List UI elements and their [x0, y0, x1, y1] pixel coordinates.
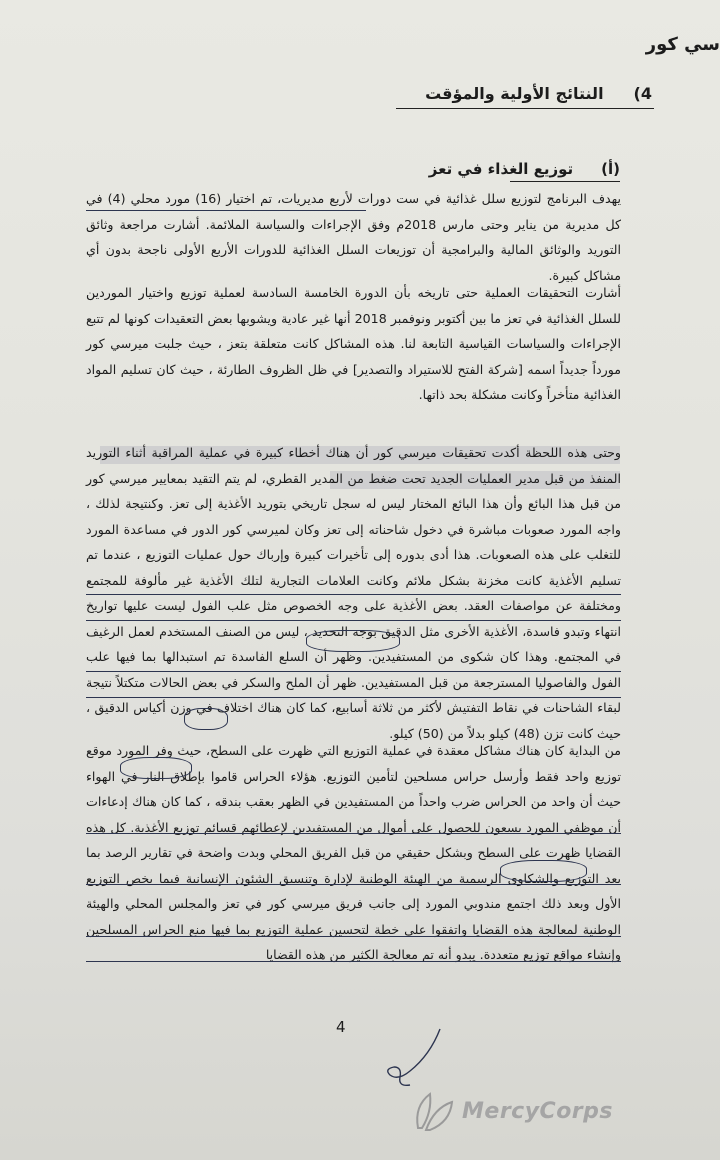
- section-underline: [396, 108, 654, 109]
- logo-text: MercyCorps: [462, 1098, 613, 1124]
- pen-underline: [86, 594, 621, 595]
- section-number: 4): [633, 84, 652, 103]
- subsection-underline: [510, 181, 620, 182]
- signature-icon: [380, 1025, 450, 1095]
- paragraph-3: وحتى هذه اللحظة أكدت تحقيقات ميرسي كور أن هناك أخطاء كبيرة في عملية المراقبة أثناء التوريد المنفذ من قبل مدير العمليات الجديد تحت ضغط من المدير القطري، لم يتم التقيد بمعايير ميرسي كور من قبل هذا البائع وأن هذا البائع المختار ليس له سجل تاريخي بتوريد الأغذية إلى تعز. وكنتيجة لذلك ، واجه المورد صعوبات مباشرة في دخول شاحناته إلى تعز وكان لميرسي كور الدور في مساعدة المورد للتغلب على هذه الصعوبات. هذا أدى بدوره إلى تأخيرات كبيرة وإرباك حول عمليات التوزيع ، عندما تم تسليم الأغذية كانت مخزنة بشكل ملائم وكانت العلامات التجارية لتلك الأغذية غير مألوفة للمجتمع ومختلفة عن مواصفات العقد. بعض الأغذية على وجه الخصوص مثل علب الفول ليست عليها تواريخ انتهاء وتبدو فاسدة، الأغذية الأخرى مثل الدقيق بوجه التحديد ، ليس من الصنف المستخدم لعمل الرغيف في المجتمع. وهذا كان شكوى من المستفيدين. وظهر أن السلع الفاسدة تم استبدالها بما فيها علب الفول والفاصوليا المسترجعة من قبل المستفيدين. ظهر أن الملح والسكر في بعض الحالات متكتلاً نتيجة لبقاء الشاحنات في نقاط التفتيش لأكثر من ثلاثة أسابيع، كما كان هناك اختلاف في وزن أكياس الدقيق ، حيث كانت تزن (48) كيلو بدلاً من (50) كيلو.: [86, 445, 621, 741]
- mercycorps-logo: [410, 1088, 613, 1134]
- pen-underline: [86, 833, 621, 834]
- subsection-heading: [340, 160, 620, 178]
- paragraph-4: من البداية كان هناك مشاكل معقدة في عملية التوزيع التي ظهرت على السطح، حيث وفر المورد موقع توزيع واحد فقط وأرسل حراس مسلحين لتأمين التوزيع. هؤلاء الحراس قاموا بإطلاق النار في الهواء حيث أن واحد من الحراس ضرب واحداً من المستفيدين في الظهر بعقب بندقه ، كما كان هناك إدعاءات أن موظفي المورد يسعون للحصول على أموال من المستفيدين لإعطائهم قسائم توزيع الأغذية. كل هذه القضايا ظهرت على السطح وبشكل حقيقي من قبل الفريق المحلي وبدت واضحة في تقارير الرصد بما بعد التوزيع والشكاوى الرسمية من الهيئة الوطنية لإدارة وتنسيق الشئون الإنسانية فيما يخص التوزيع الأول وبعد ذلك اجتمع مندوبي المورد إلى جانب فريق ميرسي كور في تعز والمجلس المحلي والهيئة الوطنية لمعالجة هذه القضايا واتفقوا على خطة لتحسين عملية التوزيع بما فيها منع الحراس المسلحين وإنشاء مواقع توزيع متعددة. يبدو أنه تم معالجة الكثير من هذه القضايا: [86, 743, 621, 962]
- paragraph-2: أشارت التحقيقات العملية حتى تاريخه بأن الدورة الخامسة السادسة لعملية توزيع واختيار الموردين للسلل الغذائية في تعز ما بين أكتوبر ونوفمبر 2018 أنها غير عادية ويشوبها بعض التعقيدات كونها لم تتبع الإجراءات والسياسات القياسية التابعة لنا. هذه المشاكل كانت متعلقة بتعز ، حيث جلبت ميرسي كور مورداً جديداً اسمه [شركة الفتح للاستيراد والتصدير] في ظل الظروف الطارئة ، حيث كان تسليم المواد الغذائية متأخراً وكانت مشكلة بحد ذاتها.: [86, 285, 621, 402]
- pen-underline: [86, 884, 621, 885]
- paragraph-1: يهدف البرنامج لتوزيع سلل غذائية في ست دورات لأربع مديريات، تم اختيار (16) مورد محلي (4) في كل مديرية من يناير وحتى مارس 2018م وفق الإجراءات والسياسة الملائمة. أشارت مراجعة وثائق التوريد والوثائق المالية والبرامجية أن توزيعات السلل الغذائية للدورات الأربع الأولى ناجحة بدون أي مشاكل كبيرة.: [86, 191, 621, 283]
- pen-underline: [86, 210, 366, 211]
- pen-underline: [86, 697, 621, 698]
- section-title: النتائج الأولية والمؤقت: [425, 84, 604, 103]
- pen-circle: [306, 630, 400, 652]
- header-fragment: سي كور: [645, 34, 720, 55]
- pen-underline: [86, 620, 621, 621]
- pen-underline: [86, 961, 621, 962]
- mercycorps-leaf-icon: [410, 1088, 456, 1134]
- pen-circle: [184, 708, 228, 730]
- subsection-label: (أ): [601, 160, 620, 178]
- pen-circle: [500, 860, 587, 882]
- page-number: 4: [336, 1018, 346, 1036]
- pen-circle: [120, 757, 192, 779]
- pen-underline: [86, 936, 621, 937]
- pen-underline: [86, 671, 621, 672]
- subsection-title: توزيع الغذاء في تعز: [428, 160, 574, 178]
- section-heading: [402, 84, 652, 103]
